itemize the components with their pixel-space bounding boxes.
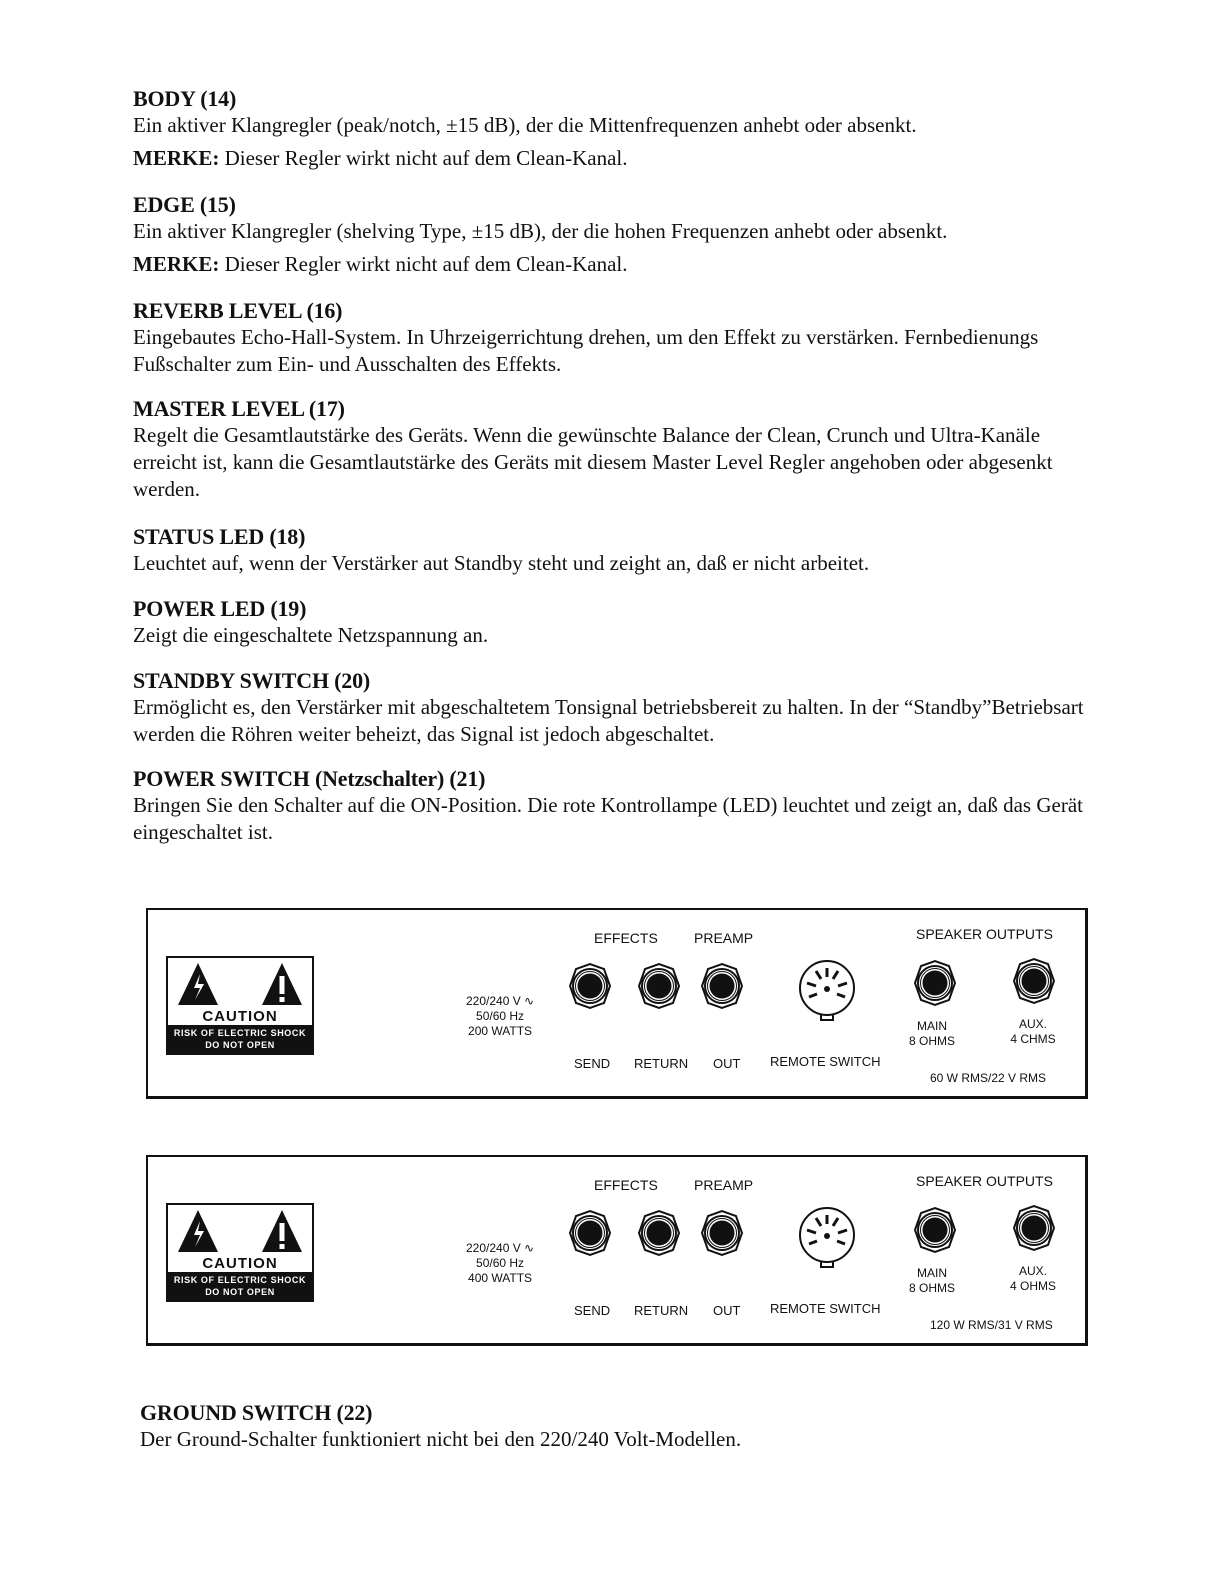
frequency-label: 50/60 Hz [476, 1009, 525, 1023]
aux-label: AUX. [1018, 1017, 1047, 1031]
main-speaker-jack-icon [911, 958, 959, 1013]
send-label: SEND [574, 1303, 611, 1318]
speaker-outputs-label: SPEAKER OUTPUTS [916, 1173, 1053, 1189]
aux-output-label [1005, 1264, 1061, 1294]
rear-panel-diagram-200w [146, 908, 1088, 1099]
main-ohms-label: 8 OHMS [908, 1281, 955, 1295]
note-text: Dieser Regler wirkt nicht auf dem Clean-Kanal. [219, 146, 628, 170]
main-output-label [904, 1019, 960, 1049]
output-rating-label: 60 W RMS/22 V RMS [930, 1071, 1047, 1085]
out-label: OUT [713, 1303, 741, 1318]
section-text: Bringen Sie den Schalter auf die ON-Position. Die rote Kontrollampe (LED) leuchtet und zeigt an, daß das Gerät eingeschaltet ist. [133, 793, 1083, 844]
frequency-label: 50/60 Hz [476, 1256, 525, 1270]
note-text: Dieser Regler wirkt nicht auf dem Clean-Kanal. [219, 252, 628, 276]
main-label: MAIN [917, 1019, 947, 1033]
caution-bar [168, 1272, 312, 1300]
caution-bar-line: RISK OF ELECTRIC SHOCK [173, 1275, 307, 1285]
send-label: SEND [574, 1056, 611, 1071]
section-heading: EDGE (15) [133, 192, 236, 217]
caution-bar [168, 1025, 312, 1053]
section-edge [133, 192, 947, 278]
section-heading: BODY (14) [133, 86, 237, 111]
caution-label [166, 956, 314, 1055]
out-label: OUT [713, 1056, 741, 1071]
aux-output-label [1005, 1017, 1061, 1047]
power-rating [466, 1241, 534, 1286]
section-text: Zeigt die eingeschaltete Netzspannung an. [133, 623, 489, 647]
remote-switch-label: REMOTE SWITCH [770, 1054, 881, 1069]
section-note [133, 251, 947, 278]
effects-label: EFFECTS [594, 1177, 658, 1193]
remote-switch-din-icon [796, 1206, 858, 1273]
remote-switch-din-icon [796, 959, 858, 1026]
section-body [133, 86, 917, 172]
effects-label: EFFECTS [594, 930, 658, 946]
caution-label [166, 1203, 314, 1302]
aux-ohms-label: 4 OHMS [1009, 1279, 1056, 1293]
section-heading: STATUS LED (18) [133, 524, 306, 549]
voltage-label: 220/240 V ∿ [466, 994, 535, 1008]
aux-speaker-jack-icon [1010, 1203, 1058, 1258]
main-label: MAIN [917, 1266, 947, 1280]
return-jack-icon [635, 961, 683, 1016]
out-jack-icon [698, 961, 746, 1016]
section-ground-switch [140, 1400, 1040, 1453]
send-jack-icon [566, 961, 614, 1016]
return-label: RETURN [634, 1056, 689, 1071]
section-heading: POWER LED (19) [133, 596, 307, 621]
section-note [133, 145, 917, 172]
aux-label: AUX. [1018, 1264, 1047, 1278]
section-text: Ein aktiver Klangregler (peak/notch, ±15 dB), der die Mittenfrequenzen anhebt oder absenkt. [133, 113, 917, 137]
section-reverb-level [133, 298, 1093, 378]
caution-bar-line: DO NOT OPEN [205, 1287, 275, 1297]
section-text: Der Ground-Schalter funktioniert nicht bei den 220/240 Volt-Modellen. [140, 1427, 742, 1451]
note-label: MERKE: [133, 146, 220, 170]
caution-bar-line: RISK OF ELECTRIC SHOCK [173, 1028, 307, 1038]
main-ohms-label: 8 OHMS [908, 1034, 955, 1048]
section-text: Leuchtet auf, wenn der Verstärker aut Standby steht und zeight an, daß er nicht arbeitet. [133, 551, 870, 575]
section-text: Ermöglicht es, den Verstärker mit abgeschaltetem Tonsignal betriebsbereit zu halten. In der “Standby”Betriebsart werden die Röhren weiter beheizt, das Signal ist jedoch abgeschaltet. [133, 695, 1084, 746]
section-standby-switch [133, 668, 1093, 748]
section-heading: POWER SWITCH (Netzschalter) (21) [133, 766, 486, 791]
caution-word: CAUTION [202, 1255, 278, 1272]
section-heading: STANDBY SWITCH (20) [133, 668, 371, 693]
preamp-label: PREAMP [694, 930, 754, 946]
section-power-switch [133, 766, 1093, 846]
aux-speaker-jack-icon [1010, 956, 1058, 1011]
section-power-led [133, 596, 488, 649]
section-heading: MASTER LEVEL (17) [133, 396, 345, 421]
section-heading: REVERB LEVEL (16) [133, 298, 343, 323]
return-jack-icon [635, 1208, 683, 1263]
section-text: Eingebautes Echo-Hall-System. In Uhrzeigerrichtung drehen, um den Effekt zu verstärken. Fernbedienungs Fußschalter zum Ein- und Ausschalten des Effekts. [133, 325, 1039, 376]
power-rating [466, 994, 534, 1039]
speaker-outputs-label: SPEAKER OUTPUTS [916, 926, 1053, 942]
watts-label: 200 WATTS [468, 1024, 533, 1038]
section-master-level [133, 396, 1093, 503]
return-label: RETURN [634, 1303, 689, 1318]
watts-label: 400 WATTS [468, 1271, 533, 1285]
output-rating-label: 120 W RMS/31 V RMS [930, 1318, 1053, 1332]
aux-ohms-label: 4 CHMS [1010, 1032, 1056, 1046]
preamp-label: PREAMP [694, 1177, 754, 1193]
section-text: Ein aktiver Klangregler (shelving Type, ±15 dB), der die hohen Frequenzen anhebt oder absenkt. [133, 219, 948, 243]
section-heading: GROUND SWITCH (22) [140, 1400, 373, 1425]
section-text: Regelt die Gesamtlautstärke des Geräts. Wenn die gewünschte Balance der Clean, Crunch und Ultra-Kanäle erreicht ist, kann die Gesamtlautstärke des Geräts mit diesem Master Level Regler angehoben oder abgesenkt werden. [133, 423, 1053, 501]
out-jack-icon [698, 1208, 746, 1263]
rear-panel-diagram-400w [146, 1155, 1088, 1346]
remote-switch-label: REMOTE SWITCH [770, 1301, 881, 1316]
main-speaker-jack-icon [911, 1205, 959, 1260]
caution-bar-line: DO NOT OPEN [205, 1040, 275, 1050]
section-status-led [133, 524, 869, 577]
send-jack-icon [566, 1208, 614, 1263]
main-output-label [904, 1266, 960, 1296]
voltage-label: 220/240 V ∿ [466, 1241, 535, 1255]
caution-word: CAUTION [202, 1008, 278, 1025]
note-label: MERKE: [133, 252, 220, 276]
